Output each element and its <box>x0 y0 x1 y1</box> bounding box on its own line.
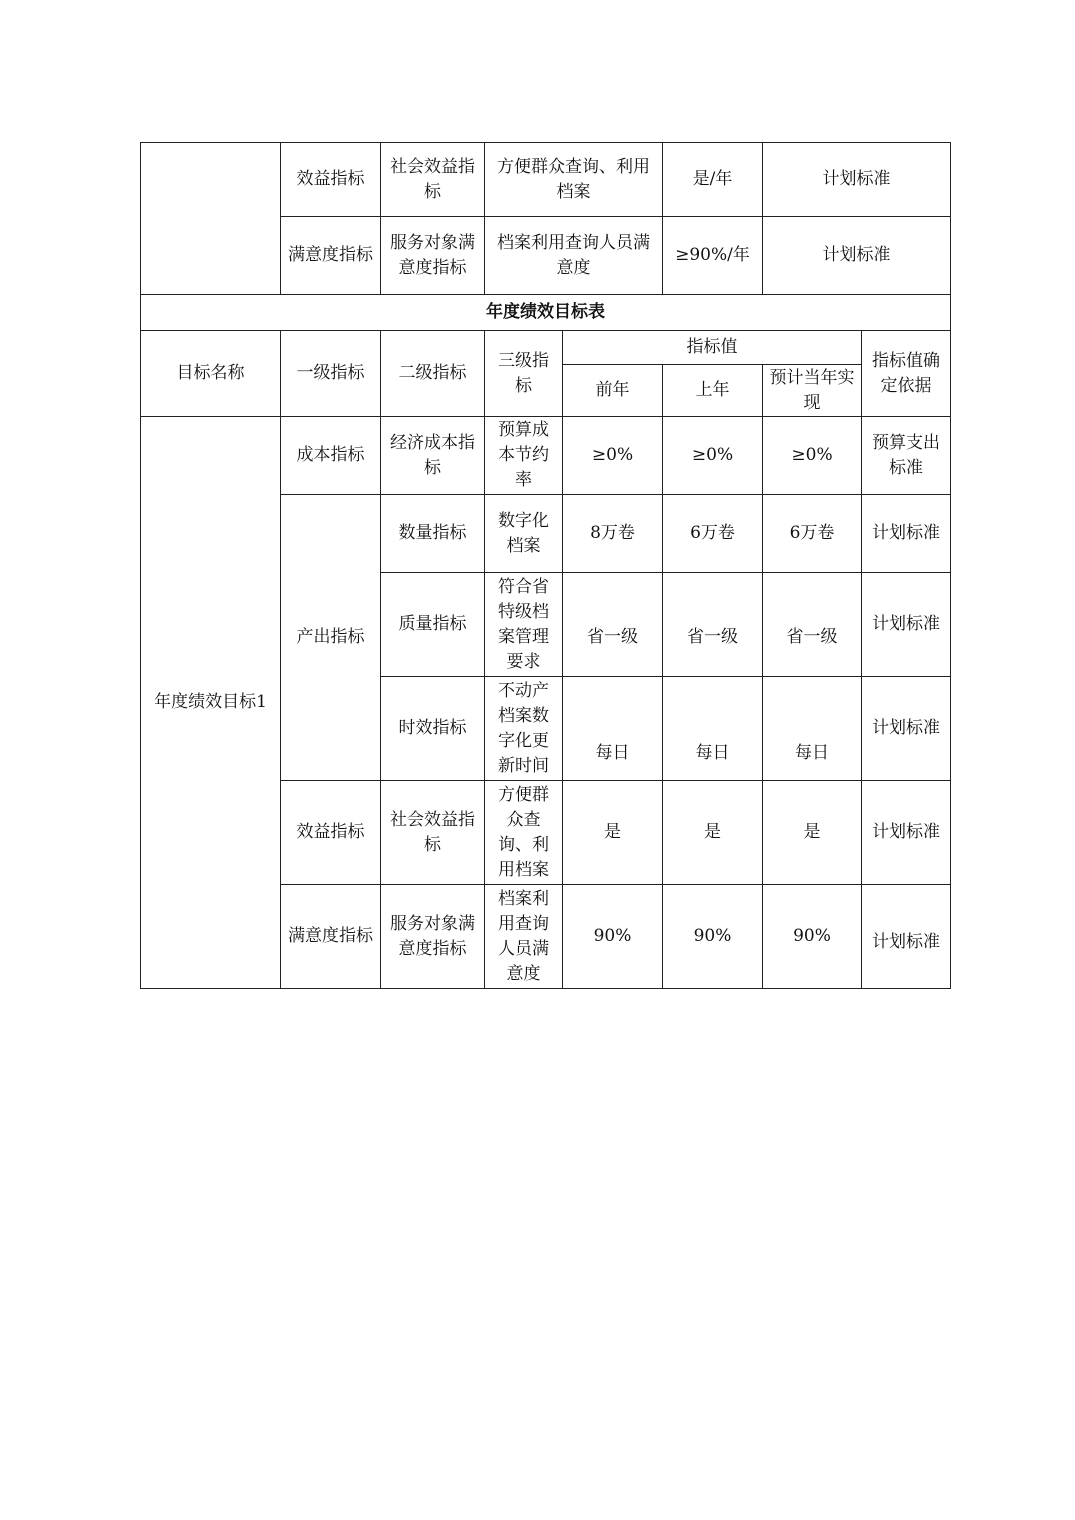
level2-cell: 质量指标 <box>381 573 485 677</box>
header-level3: 三级指标 <box>485 331 563 417</box>
expected-cell: 90% <box>763 885 862 989</box>
header-prev-year: 前年 <box>563 365 663 417</box>
performance-goal-table <box>140 142 951 989</box>
table-row <box>141 143 951 217</box>
level3-cell: 档案利用查询人员满意度 <box>485 885 563 989</box>
last-cell: 是 <box>663 781 763 885</box>
level2-cell: 服务对象满意度指标 <box>381 217 485 295</box>
level3-cell: 数字化档案 <box>485 495 563 573</box>
level3-cell: 预算成本节约率 <box>485 417 563 495</box>
basis-cell: 计划标准 <box>862 677 951 781</box>
header-expected: 预计当年实现 <box>763 365 862 417</box>
expected-cell: ≥0% <box>763 417 862 495</box>
header-basis: 指标值确定依据 <box>862 331 951 417</box>
level1-cell: 成本指标 <box>281 417 381 495</box>
header-row <box>141 331 951 365</box>
table-title: 年度绩效目标表 <box>141 295 951 331</box>
level2-cell: 经济成本指标 <box>381 417 485 495</box>
table-row <box>141 417 951 495</box>
expected-cell: 是 <box>763 781 862 885</box>
expected-cell: 6万卷 <box>763 495 862 573</box>
basis-cell: 计划标准 <box>862 573 951 677</box>
level3-cell: 符合省特级档案管理要求 <box>485 573 563 677</box>
header-goal-name: 目标名称 <box>141 331 281 417</box>
level2-cell: 社会效益指标 <box>381 143 485 217</box>
prev-cell: 8万卷 <box>563 495 663 573</box>
last-cell: 6万卷 <box>663 495 763 573</box>
level1-cell: 产出指标 <box>281 495 381 781</box>
last-cell: 省一级 <box>663 573 763 677</box>
basis-cell: 计划标准 <box>862 495 951 573</box>
header-level1: 一级指标 <box>281 331 381 417</box>
basis-cell: 计划标准 <box>763 217 951 295</box>
last-cell: 90% <box>663 885 763 989</box>
level1-cell: 效益指标 <box>281 143 381 217</box>
last-cell: ≥0% <box>663 417 763 495</box>
level2-cell: 时效指标 <box>381 677 485 781</box>
prev-cell: 省一级 <box>563 573 663 677</box>
table-title-row <box>141 295 951 331</box>
header-level2: 二级指标 <box>381 331 485 417</box>
level1-cell: 满意度指标 <box>281 217 381 295</box>
basis-cell: 预算支出标准 <box>862 417 951 495</box>
basis-cell: 计划标准 <box>862 781 951 885</box>
level3-cell: 档案利用查询人员满意度 <box>485 217 663 295</box>
level2-cell: 服务对象满意度指标 <box>381 885 485 989</box>
level1-cell: 满意度指标 <box>281 885 381 989</box>
level3-cell: 方便群众查询、利用档案 <box>485 781 563 885</box>
level3-cell: 方便群众查询、利用档案 <box>485 143 663 217</box>
level1-cell: 效益指标 <box>281 781 381 885</box>
value-cell: 是/年 <box>663 143 763 217</box>
header-last-year: 上年 <box>663 365 763 417</box>
level3-cell: 不动产档案数字化更新时间 <box>485 677 563 781</box>
last-cell: 每日 <box>663 677 763 781</box>
goal-name-cell: 年度绩效目标1 <box>141 417 281 989</box>
blank-goal-cell <box>141 143 281 295</box>
expected-cell: 省一级 <box>763 573 862 677</box>
prev-cell: 每日 <box>563 677 663 781</box>
prev-cell: ≥0% <box>563 417 663 495</box>
basis-cell: 计划标准 <box>763 143 951 217</box>
header-indicator-value: 指标值 <box>563 331 862 365</box>
prev-cell: 是 <box>563 781 663 885</box>
basis-cell: 计划标准 <box>862 885 951 989</box>
value-cell: ≥90%/年 <box>663 217 763 295</box>
expected-cell: 每日 <box>763 677 862 781</box>
level2-cell: 数量指标 <box>381 495 485 573</box>
level2-cell: 社会效益指标 <box>381 781 485 885</box>
prev-cell: 90% <box>563 885 663 989</box>
